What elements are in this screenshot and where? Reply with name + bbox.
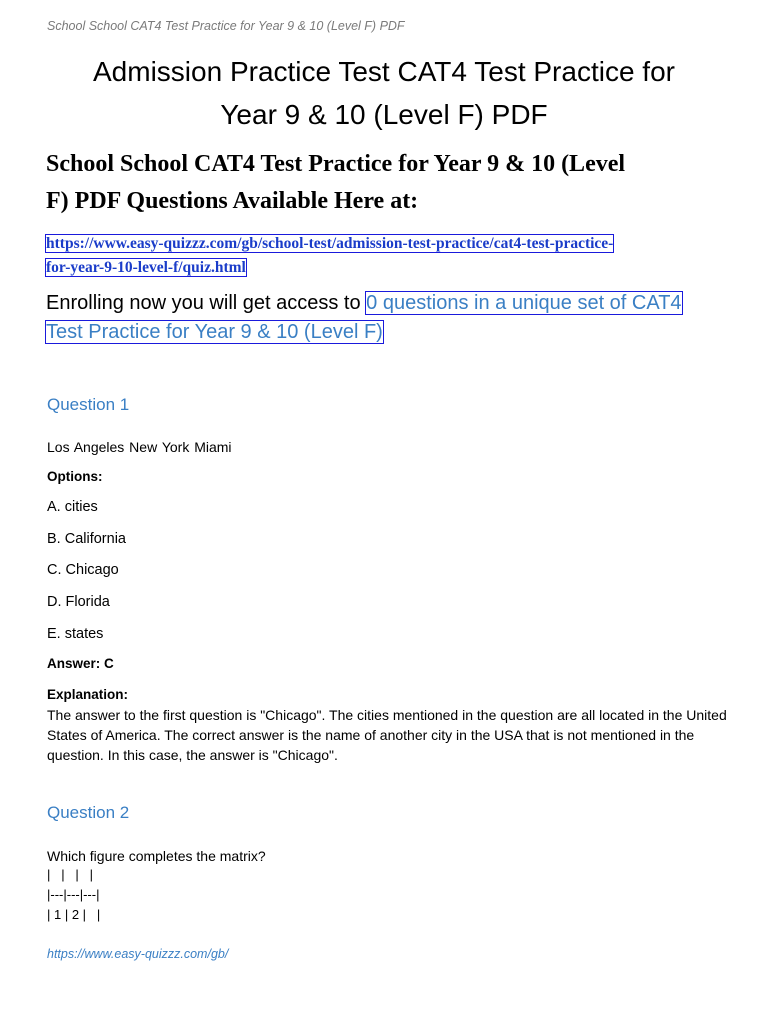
question-1-option-e: E. states [47,626,104,642]
question-1-option-b: B. California [47,531,126,547]
quiz-link-line1[interactable]: https://www.easy-quizzz.com/gb/school-test/admission-test-practice/cat4-test-practice- [46,235,614,252]
question-2-text: Which figure completes the matrix? [47,848,266,864]
running-header: School School CAT4 Test Practice for Year 9 & 10 (Level F) PDF [47,19,405,33]
enroll-link-line2[interactable]: Test Practice for Year 9 & 10 (Level F) [46,321,383,343]
matrix-row-1: | | | | [47,867,94,882]
question-1-heading: Question 1 [47,395,130,414]
question-1-text: Los Angeles New York Miami [47,439,232,455]
quiz-link-line2[interactable]: for-year-9-10-level-f/quiz.html [46,259,246,276]
page-title-line1: Admission Practice Test CAT4 Test Practice for [93,56,675,87]
question-1-option-d: D. Florida [47,594,110,610]
question-1-option-c: C. Chicago [47,562,119,578]
question-1-explanation: The answer to the first question is "Chicago". The cities mentioned in the question are all located in the United States of America. The correct answer is the name of another city in the USA that is not mentioned in the question. In this case, the answer is "Chicago". [47,707,727,763]
question-1-answer: Answer: C [47,656,114,671]
enroll-paragraph [46,289,726,347]
subtitle-line1: School School CAT4 Test Practice for Year 9 & 10 (Level [46,151,626,177]
footer-link[interactable]: https://www.easy-quizzz.com/gb/ [47,947,229,961]
question-2-heading: Question 2 [47,803,130,822]
subtitle [46,146,736,220]
page-title-line2: Year 9 & 10 (Level F) PDF [220,99,548,130]
enroll-link-line1[interactable]: 0 questions in a unique set of CAT4 [366,292,682,314]
question-1-option-a: A. cities [47,499,98,515]
matrix-row-3: | 1 | 2 | | [47,907,101,922]
matrix-row-2: |---|---|---| [47,887,100,902]
subtitle-line2: F) PDF Questions Available Here at: [46,188,419,214]
quiz-link-block [46,232,721,280]
question-1-explanation-label: Explanation: [47,687,129,702]
enroll-prefix: Enrolling now you will get access to [46,292,361,314]
page-title [40,50,728,136]
question-1-options-label: Options: [47,469,103,484]
